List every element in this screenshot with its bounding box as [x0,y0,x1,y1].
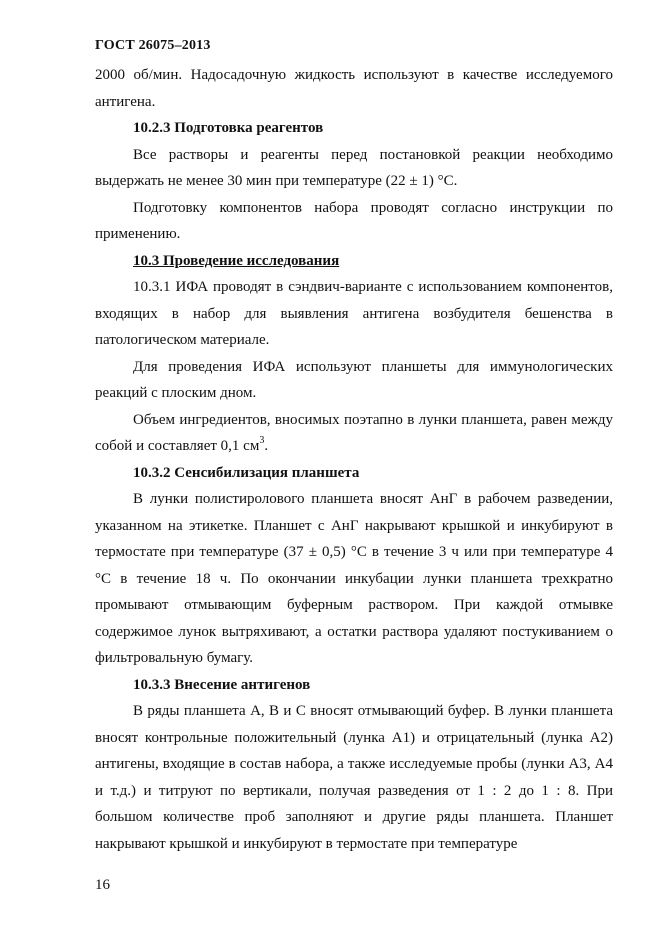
document-header: ГОСТ 26075–2013 [95,38,211,53]
paragraph-antigens: В ряды планшета А, В и С вносят отмывающий буфер. В лунки планшета вносят контрольные положительный (лунка А1) и отрицательный (лунка А2) антигены, входящие в состав набора, а также исследуемые пробы (лунки А3, А4 и т.д.) и титруют по вертикали, получая разведения от 1 : 2 до 1 : 8. При большом количестве проб заполняют и другие ряды планшета. Планшет накрывают крышкой и инкубируют в термостате при температуре [95,703,613,852]
volume-text: Объем ингредиентов, вносимых поэтапно в лунки планшета, равен между собой и составляет 0,1 см [95,411,613,454]
section-heading-10-3-3: 10.3.3 Внесение антигенов [133,676,311,693]
paragraph-kit-preparation: Подготовку компонентов набора проводят согласно инструкции по применению. [95,199,613,242]
paragraph-reagents-temperature: Все растворы и реагенты перед постановкой реакции необходимо выдержать не менее 30 мин при температуре (22 ± 1) °С. [95,146,613,189]
section-heading-10-3 [95,248,613,275]
paragraph-continuation: 2000 об/мин. Надосадочную жидкость используют в качестве исследуемого антигена. [95,67,613,110]
section-heading-10-3-text: 10.3 Проведение исследования [133,252,340,269]
volume-end: . [264,438,269,454]
paragraph-volume [95,407,613,460]
paragraph-sensitization: В лунки полистиролового планшета вносят АнГ в рабочем разведении, указанном на этикетке. Планшет с АнГ накрывают крышкой и инкубируют в термостате при температуре (37 ± 0,5) °С в течение 3 ч или при температуре 4 °С в течение 18 ч. По окончании инкубации лунки планшета трехкратно промывают отмывающим буферным раствором. При каждой отмывке содержимое лунок вытряхивают, а остатки раствора удаляют постукиванием о фильтровальную бумагу. [95,491,613,666]
section-heading-10-2-3: 10.2.3 Подготовка реагентов [133,120,324,136]
document-body [95,62,613,857]
paragraph-10-3-1: 10.3.1 ИФА проводят в сэндвич-варианте с использованием компонентов, входящих в набор для выявления антигена возбудителя бешенства в патологическом материале. [95,279,613,348]
section-heading-10-3-2: 10.3.2 Сенсибилизация планшета [133,464,360,481]
volume-superscript: 3 [259,435,265,446]
paragraph-plates: Для проведения ИФА используют планшеты для иммунологических реакций с плоским дном. [95,358,613,401]
page-number: 16 [95,877,110,893]
